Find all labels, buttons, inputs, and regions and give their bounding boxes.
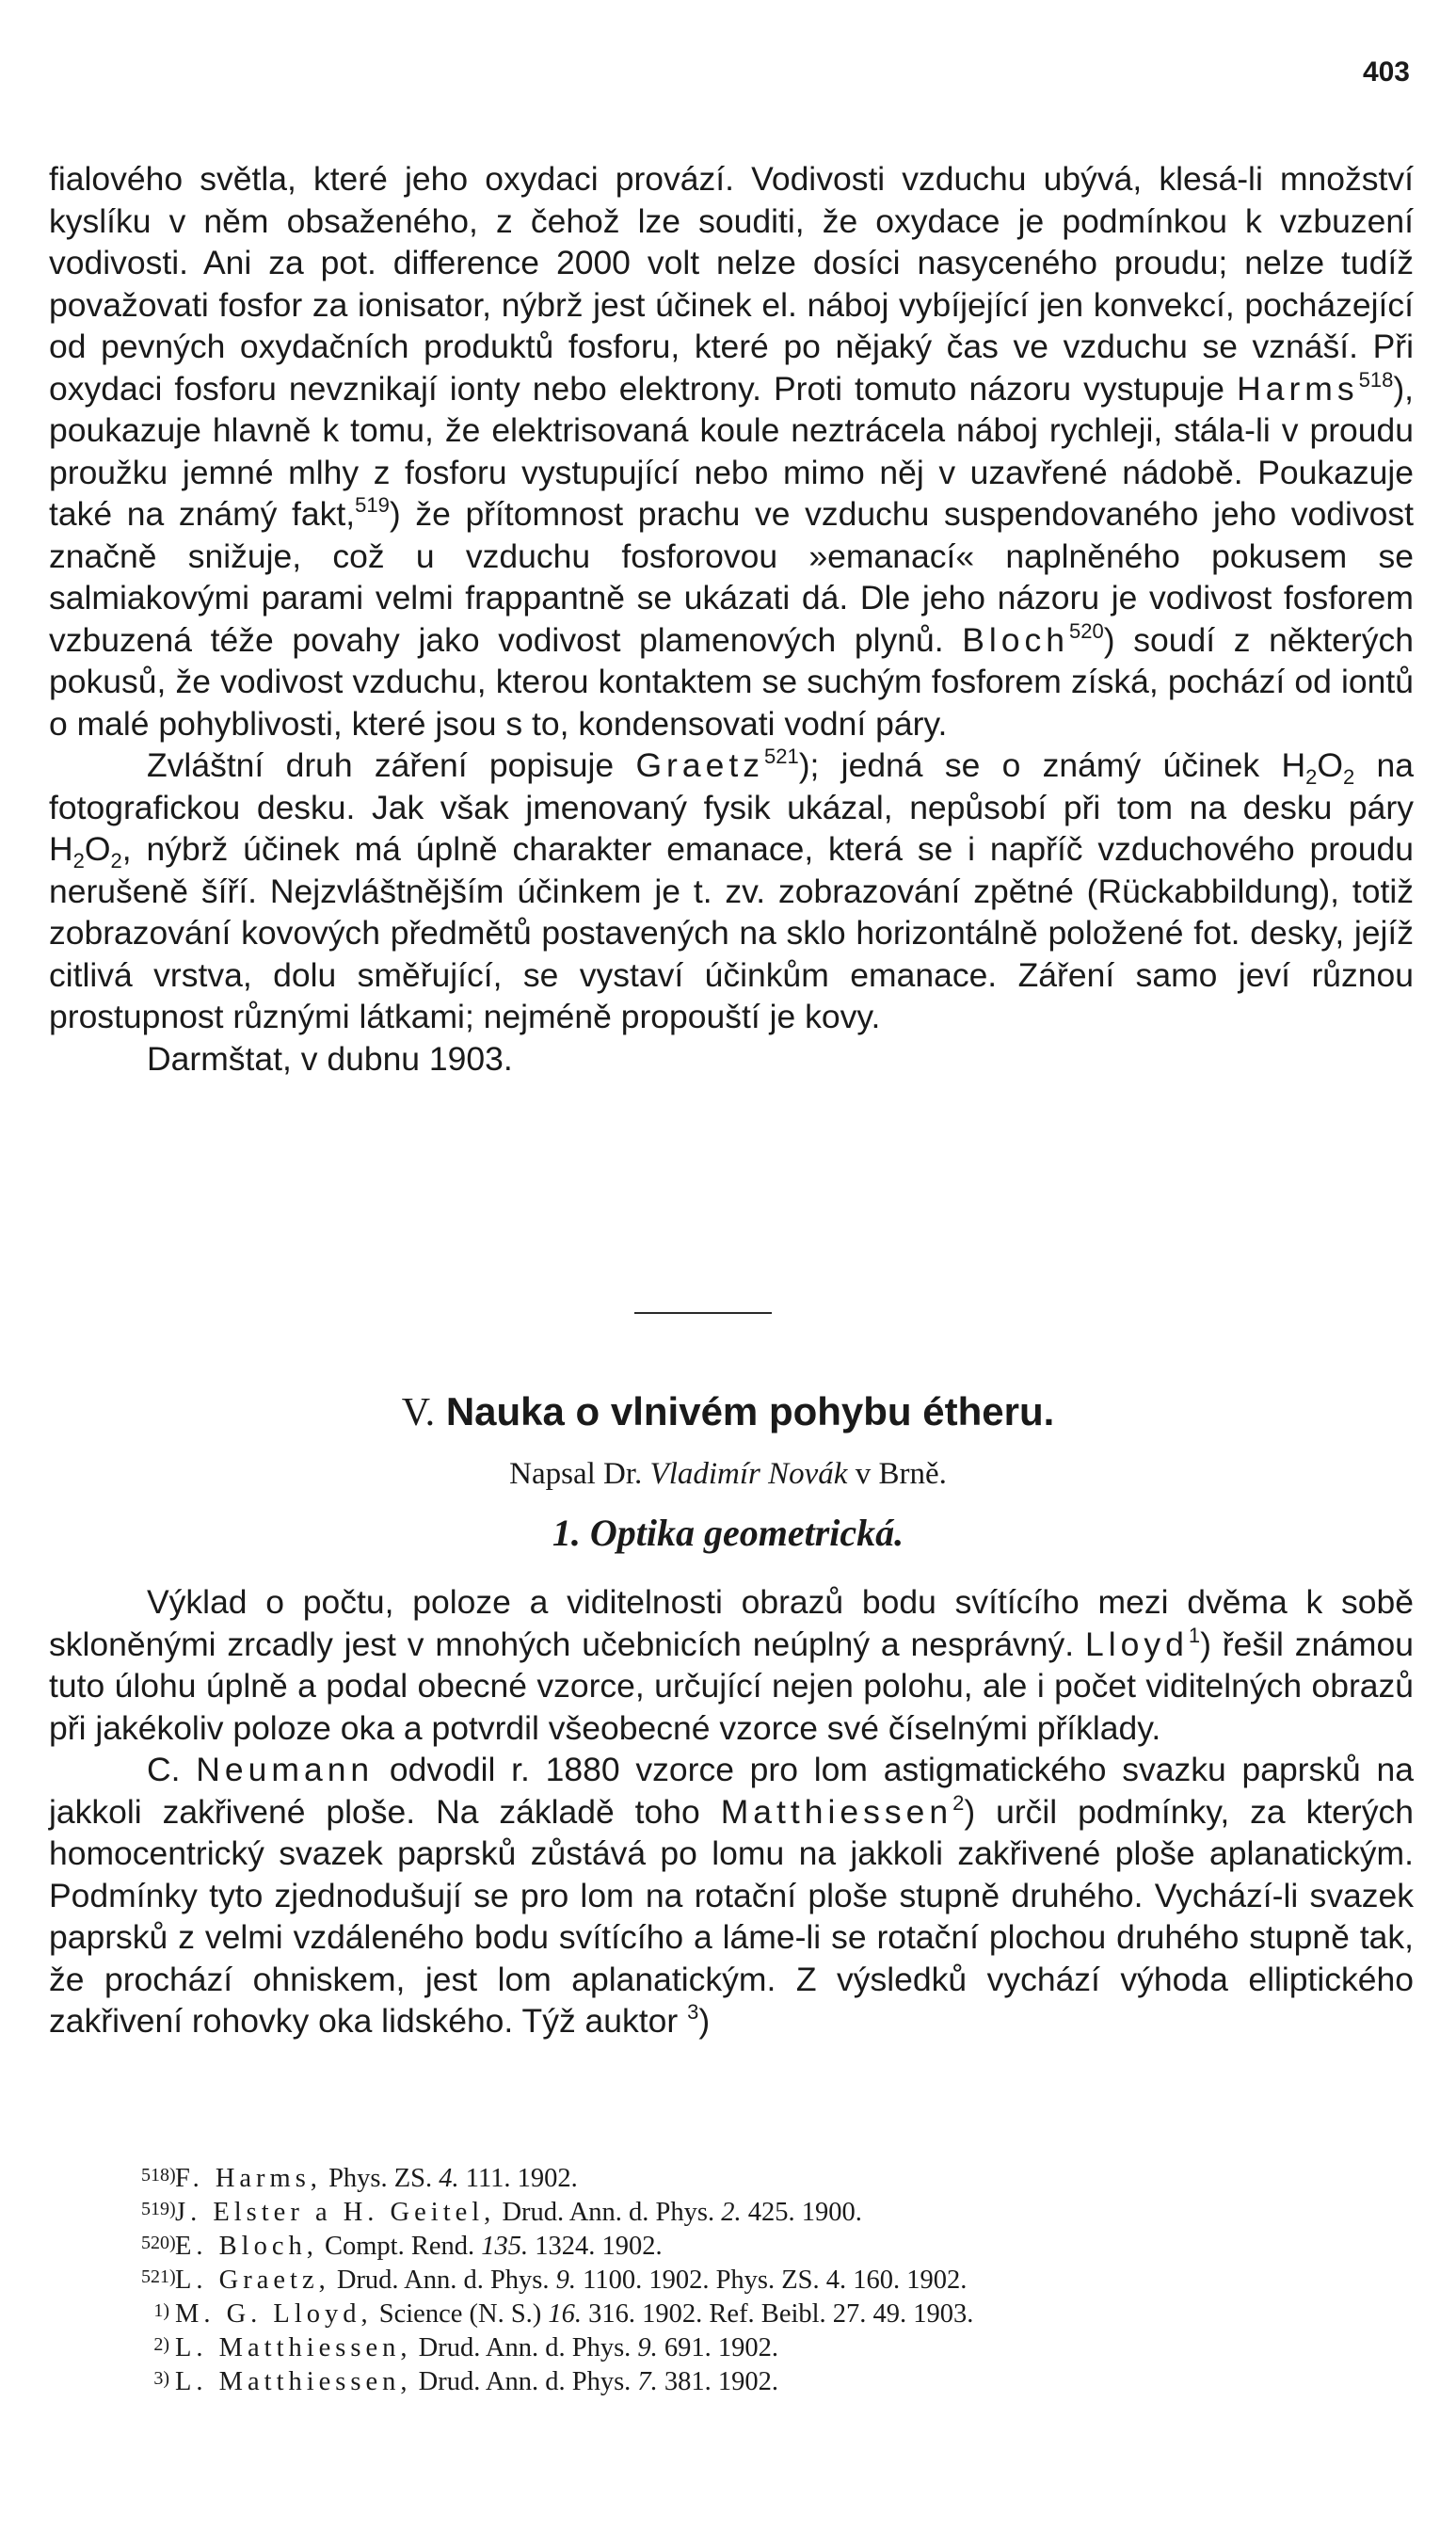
subscript: 2 (72, 849, 85, 873)
footnote-ref: 2 (952, 1790, 965, 1815)
footnote-mark: 518) (141, 2165, 176, 2186)
footnote-volume: 135. (481, 2232, 529, 2261)
text-run: 1100. 1902. Phys. ZS. 4. 160. 1902. (576, 2266, 968, 2295)
text-run: 1324. 1902. (528, 2232, 663, 2261)
author-name-harms: Harms (1237, 369, 1359, 408)
text-run: Drud. Ann. d. Phys. (329, 2266, 556, 2295)
subscript: 2 (110, 849, 122, 873)
text-run: odvodil r. 1880 vzorce pro lom astigmatického svazku paprsků na jakkoli zakřivené ploše. Na základě toho (49, 1751, 1414, 1831)
subscript: 2 (1342, 765, 1355, 789)
text-block-phosphor (49, 158, 1414, 1080)
footnote-mark: 521) (141, 2266, 176, 2287)
text-run: Drud. Ann. d. Phys. (411, 2333, 638, 2362)
author-name-matthiessen: Matthiessen (720, 1792, 953, 1831)
footnote-ref: 520 (1069, 618, 1104, 643)
footnote-ref: 518 (1358, 367, 1394, 392)
text-run: Výklad o počtu, poloze a viditelnosti obrazů bodu svítícího mezi dvěma k sobě skloněnými zrcadly jest v mnohých učebnicích neúplný a nesprávný. (49, 1583, 1414, 1663)
footnote-mark: 1) (153, 2300, 169, 2321)
footnote-volume: 9. (637, 2333, 658, 2362)
footnote (141, 2330, 1402, 2363)
text-run: fialového světla, které jeho oxydaci provází. Vodivosti vzduchu ubývá, klesá-li množství kyslíku v něm obsaženého, z čehož lze souditi, že oxydace je podmínkou k vzbuzení vodivosti. Ani za pot. difference 2000 volt nelze dosíci nasyceného proudu; nelze tudíž považovati fosfor za ionisator, nýbrž jest účinek el. náboj vybíjející jen konvekcí, pocházející od pevných oxydačních produktů fosforu, které po nějaký čas ve vzduchu se vznáší. Při oxydaci fosforu nevznikají ionty nebo elektrony. Proti tomuto názoru vystupuje (49, 160, 1414, 408)
footnote-author: F. Harms, (175, 2164, 322, 2193)
paragraph (49, 158, 1414, 745)
footnote-author: L. Graetz, (175, 2266, 330, 2295)
footnotes (141, 2160, 1402, 2397)
section-divider (634, 1312, 772, 1314)
author-name: Vladimír Novák (649, 1457, 848, 1491)
text-run: ) určil podmínky, za kterých homocentrický svazek paprsků zůstává po lomu na jakkoli zakřivené ploše aplanatickým. Podmínky tyto zjednodušují se pro lom na rotační ploše stupně druhého. Vychází-li svazek paprsků z velmi vzdáleného bodu svítícího a láme-li se rotační plochou druhého stupně tak, že prochází ohniskem, jest lom aplanatickým. Z výsledků vychází výhoda elliptického zakřivení rohovky oka lidského. Týž auktor (49, 1792, 1414, 2040)
footnote-volume: 2. (721, 2198, 742, 2227)
text-run: Phys. ZS. (321, 2164, 440, 2193)
text-block-optics (49, 1581, 1414, 2042)
author-name-graetz: Graetz (635, 746, 764, 784)
author-name-neumann: Neumann (196, 1751, 375, 1788)
section-title (0, 1389, 1456, 1435)
footnote-volume: 16. (548, 2299, 583, 2329)
footnote-mark: 3) (153, 2368, 169, 2389)
text-run: Drud. Ann. d. Phys. (495, 2198, 722, 2227)
text-run: , nýbrž účinek má úplně charakter emanace, která se i napříč vzduchového proudu nerušeně šíří. Nejzvláštnějším účinkem je t. zv. zobrazování zpětné (Rückabbildung), totiž zobrazování kovových předmětů postavených na sklo horizontálně položené fot. desky, jejíž citlivá vrstva, dolu směřující, se vystaví účinkům emanace. Záření samo jeví různou prostupnost různými látkami; nejméně propouští je kovy. (49, 830, 1414, 1035)
text-run: ); jedná se o známý účinek H (798, 746, 1306, 784)
footnote-volume: 9. (555, 2266, 577, 2295)
paragraph (49, 1581, 1414, 1749)
subscript: 2 (1305, 765, 1318, 789)
text-run: 111. 1902. (458, 2164, 578, 2193)
footnote (141, 2194, 1402, 2228)
footnote-volume: 4. (439, 2164, 459, 2193)
footnote (141, 2228, 1402, 2262)
text-run: ) (698, 2002, 711, 2040)
text-run: Napsal Dr. (509, 1457, 650, 1491)
text-run: na fotografickou desku. Jak však jmenovaný fysik ukázal, nepůsobí při tom na desku páry H (49, 746, 1414, 868)
text-run: Zvláštní druh záření popisuje (147, 746, 636, 784)
text-run: ), poukazuje hlavně k tomu, že elektrisovaná koule neztrácela náboj rychleji, stála-li v proudu proužku jemné mlhy z fosforu vystupující nebo mimo něj v uzavřené nádobě. Poukazuje také na známý fakt, (49, 369, 1414, 533)
text-run: v Brně. (847, 1457, 947, 1491)
text-run: Science (N. S.) (372, 2299, 549, 2329)
footnote-volume: 7. (637, 2367, 658, 2396)
section-title-text: Nauka o vlnivém pohybu étheru. (445, 1389, 1055, 1433)
text-run: O (84, 830, 111, 868)
footnote-author: M. G. Lloyd, (175, 2299, 373, 2329)
footnote-author: L. Matthiessen, (175, 2333, 412, 2362)
text-run: Drud. Ann. d. Phys. (411, 2367, 638, 2396)
text-run: O (1317, 746, 1343, 784)
text-run: ) soudí z některých pokusů, že vodivost vzduchu, kterou kontaktem se suchým fosforem získá, pochází od iontů o malé pohyblivosti, které jsou s to, kondensovati vodní páry. (49, 620, 1414, 743)
paragraph (49, 1749, 1414, 2042)
author-line (0, 1457, 1456, 1492)
footnote-author: E. Bloch, (175, 2232, 318, 2261)
footnote-mark: 519) (141, 2199, 176, 2219)
text-run: Compt. Rend. (317, 2232, 482, 2261)
footnote (141, 2262, 1402, 2296)
footnote-ref: 519 (355, 493, 390, 517)
paragraph (49, 745, 1414, 1038)
author-name-lloyd: Lloyd (1085, 1625, 1189, 1663)
section-numeral: V. (401, 1391, 436, 1434)
text-run: ) že přítomnost prachu ve vzduchu suspendovaného jeho vodivost značně snižuje, což u vzduchu fosforovou »emanací« naplněného pokusem se salmiakovými parami velmi frappantně se ukázati dá. Dle jeho názoru je vodivost fosforem vzbuzená téže povahy jako vodivost plamenových plynů. (49, 495, 1414, 659)
footnote-author: L. Matthiessen, (175, 2367, 412, 2396)
author-name-bloch: Bloch (962, 620, 1070, 659)
footnote-mark: 520) (141, 2233, 176, 2253)
text-run: C. (147, 1751, 197, 1788)
text-run: ) řešil známou tuto úlohu úplně a podal obecné vzorce, určující nejen polohu, ale i počet viditelných obrazů při jakékoliv poloze oka a potvrdil všeobecné vzorce své číselnými příklady. (49, 1625, 1414, 1747)
dateline: Darmštat, v dubnu 1903. (147, 1039, 513, 1078)
text-run: 381. 1902. (657, 2367, 779, 2396)
subsection-title: 1. Optika geometrická. (552, 1512, 904, 1554)
footnote-mark: 2) (153, 2334, 169, 2355)
text-run: 691. 1902. (657, 2333, 779, 2362)
footnote-ref: 521 (763, 745, 799, 768)
page-number: 403 (1362, 56, 1410, 88)
text-run: 425. 1900. (741, 2198, 862, 2227)
text-run: 316. 1902. Ref. Beibl. 27. 49. 1903. (582, 2299, 974, 2329)
footnote-author: J. Elster a H. Geitel, (175, 2198, 496, 2227)
footnote (141, 2296, 1402, 2330)
footnote (141, 2160, 1402, 2194)
footnote-ref: 3 (687, 2000, 699, 2024)
footnote (141, 2363, 1402, 2397)
footnote-ref: 1 (1188, 1623, 1201, 1647)
